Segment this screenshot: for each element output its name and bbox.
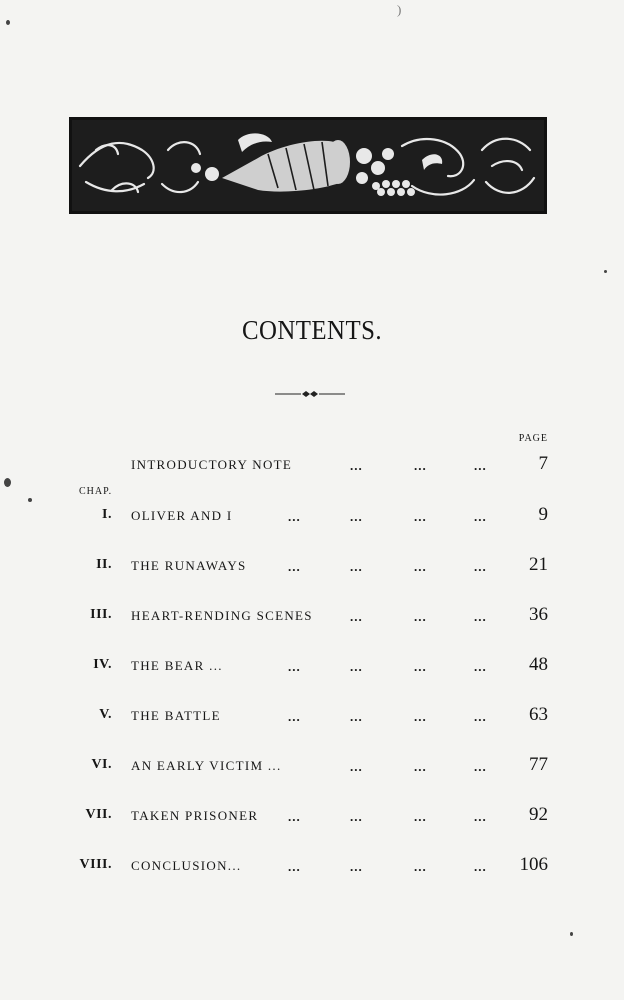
dot-leader: ... — [414, 809, 427, 824]
list-item — [0, 804, 624, 829]
chapter-title: THE BEAR ... — [131, 658, 223, 673]
dot-leader: ... — [474, 559, 487, 574]
chapter-number: V. — [99, 707, 112, 722]
chapter-number: VII. — [85, 807, 112, 822]
chapter-number: VIII. — [79, 857, 112, 872]
dot-leader: ... — [350, 609, 363, 624]
page-number: 106 — [519, 854, 548, 875]
page-number: 9 — [538, 504, 548, 525]
page-number: 77 — [529, 754, 548, 775]
cornucopia-ornament-icon — [72, 120, 544, 211]
dot-leader: ... — [350, 659, 363, 674]
list-item — [0, 754, 624, 779]
page-column-header: PAGE — [518, 433, 548, 444]
print-speck — [4, 478, 11, 487]
dot-leader: ... — [474, 759, 487, 774]
list-item — [0, 453, 624, 478]
chapter-title: THE BATTLE — [131, 708, 221, 723]
dot-leader: ... — [350, 859, 363, 874]
chapter-number: IV. — [93, 657, 112, 672]
dot-leader: ... — [474, 458, 487, 473]
chapter-number: III. — [90, 607, 112, 622]
dot-leader: ... — [414, 709, 427, 724]
page-title: CONTENTS. — [241, 315, 383, 345]
chapter-column-header: CHAP. — [79, 486, 113, 497]
list-item — [0, 704, 624, 729]
page-number: 36 — [529, 604, 548, 625]
dot-leader: ... — [288, 809, 301, 824]
dot-leader: ... — [288, 509, 301, 524]
chapter-title: TAKEN PRISONER — [131, 808, 259, 823]
dot-leader: ... — [474, 659, 487, 674]
print-speck — [604, 270, 607, 273]
dot-leader: ... — [414, 509, 427, 524]
dot-leader: ... — [414, 559, 427, 574]
chapter-title: OLIVER AND I — [131, 508, 233, 523]
print-speck — [6, 20, 10, 25]
dot-leader: ... — [414, 659, 427, 674]
dot-leader: ... — [350, 759, 363, 774]
page-number: 63 — [529, 704, 548, 725]
page-number: 21 — [529, 554, 548, 575]
chapter-title: HEART-RENDING SCENES — [131, 608, 313, 623]
dot-leader: ... — [414, 759, 427, 774]
print-speck — [28, 498, 32, 502]
list-item — [0, 504, 624, 529]
list-item — [0, 854, 624, 879]
chapter-number: VI. — [91, 757, 112, 772]
dot-leader: ... — [288, 709, 301, 724]
dot-leader: ... — [474, 509, 487, 524]
page-number: 7 — [538, 453, 548, 474]
chapter-title: CONCLUSION... — [131, 858, 242, 873]
dot-leader: ... — [350, 458, 363, 473]
dot-leader: ... — [474, 859, 487, 874]
dot-leader: ... — [350, 559, 363, 574]
chapter-title: AN EARLY VICTIM ... — [131, 758, 282, 773]
dot-leader: ... — [414, 859, 427, 874]
dot-leader: ... — [350, 709, 363, 724]
dot-leader: ... — [288, 559, 301, 574]
page-number: 48 — [529, 654, 548, 675]
dot-leader: ... — [350, 809, 363, 824]
ornamental-headpiece — [69, 117, 547, 214]
chapter-number: I. — [102, 507, 112, 522]
list-item — [0, 604, 624, 629]
list-item — [0, 654, 624, 679]
dot-leader: ... — [288, 659, 301, 674]
ornamental-divider-icon — [275, 388, 345, 400]
dot-leader: ... — [414, 458, 427, 473]
chapter-title: THE RUNAWAYS — [131, 558, 247, 573]
chapter-title: INTRODUCTORY NOTE — [131, 457, 293, 472]
chapter-number: II. — [96, 557, 112, 572]
dot-leader: ... — [474, 809, 487, 824]
dot-leader: ... — [350, 509, 363, 524]
page-mark: ) — [397, 2, 402, 17]
dot-leader: ... — [474, 609, 487, 624]
dot-leader: ... — [474, 709, 487, 724]
dot-leader: ... — [414, 609, 427, 624]
dot-leader: ... — [288, 859, 301, 874]
print-speck — [570, 932, 573, 936]
page-number: 92 — [529, 804, 548, 825]
list-item — [0, 554, 624, 579]
